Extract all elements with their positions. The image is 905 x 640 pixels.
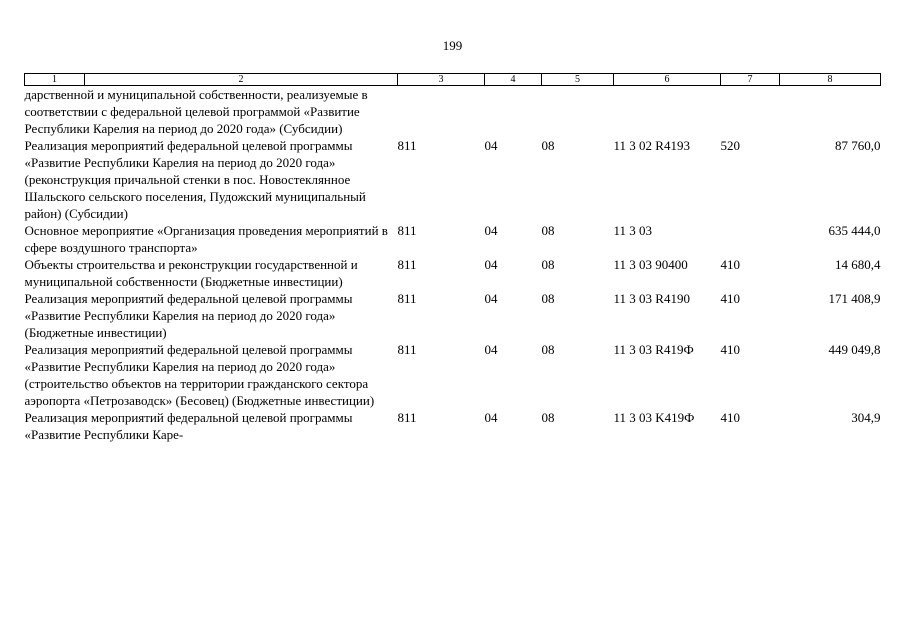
table-row (25, 222, 881, 256)
cell-target-article: 11 3 03 R4190 (613, 291, 690, 306)
cell-section: 04 (484, 342, 498, 357)
cell-expense-type: 410 (720, 342, 740, 357)
cell-ministry-code: 811 (397, 291, 417, 306)
cell-expense-type (721, 86, 780, 138)
row-description: Реализация мероприятий федеральной целевой программы «Развитие Республики Карелия на период до 2020 года» (реконструкция причальной стенки в пос. Новостеклянное Шальского сельского поселения, Пудожский муниципальный район) (Субсидии) (24, 138, 366, 221)
cell-subsection (542, 86, 614, 138)
cell-amount: 87 760,0 (835, 138, 881, 153)
row-description: Объекты строительства и реконструкции государственной и муниципальной собственности (Бюджетные инвестиции) (24, 257, 358, 289)
cell-section: 04 (484, 291, 498, 306)
cell-subsection: 08 (541, 138, 555, 153)
budget-table (24, 73, 881, 443)
cell-expense-type: 410 (720, 410, 740, 425)
cell-target-article: 11 3 03 K419Ф (613, 410, 695, 425)
cell-target-article: 11 3 03 R419Ф (613, 342, 694, 357)
cell-ministry-code: 811 (397, 410, 417, 425)
table-row (25, 290, 881, 341)
row-description: Реализация мероприятий федеральной целевой программы «Развитие Республики Карелия на период до 2020 года» (Бюджетные инвестиции) (24, 291, 353, 340)
cell-target-article: 11 3 03 (613, 223, 653, 238)
table-row (25, 409, 881, 443)
cell-subsection: 08 (541, 342, 555, 357)
row-description: Реализация мероприятий федеральной целевой программы «Развитие Республики Каре- (24, 410, 353, 442)
cell-amount (780, 86, 881, 138)
column-header-1: 1 (25, 74, 85, 86)
cell-amount: 449 049,8 (828, 342, 881, 357)
cell-ministry-code (398, 86, 485, 138)
table-row (25, 256, 881, 290)
cell-section: 04 (484, 223, 498, 238)
table-row (25, 86, 881, 138)
table-row (25, 137, 881, 222)
cell-expense-type (721, 222, 780, 256)
column-header-3: 3 (398, 74, 485, 86)
cell-expense-type: 520 (720, 138, 740, 153)
cell-expense-type: 410 (720, 257, 740, 272)
row-description: дарственной и муниципальной собственности, реализуемые в соответствии с федеральной целевой программой «Развитие Республики Карелия на период до 2020 года» (Субсидии) (24, 87, 368, 136)
cell-expense-type: 410 (720, 291, 740, 306)
cell-ministry-code: 811 (397, 257, 417, 272)
cell-section (485, 86, 542, 138)
column-header-8: 8 (780, 74, 881, 86)
cell-target-article (614, 86, 721, 138)
table-header-row (25, 74, 881, 86)
cell-section: 04 (484, 257, 498, 272)
cell-target-article: 11 3 02 R4193 (613, 138, 690, 153)
column-header-6: 6 (614, 74, 721, 86)
row-description: Реализация мероприятий федеральной целевой программы «Развитие Республики Карелия на период до 2020 года» (строительство объектов на территории гражданского сектора аэропорта «Петрозаводск» (Бесовец) (Бюджетные инвестиции) (24, 342, 375, 408)
cell-subsection: 08 (541, 410, 555, 425)
cell-amount: 171 408,9 (828, 291, 881, 306)
column-header-4: 4 (485, 74, 542, 86)
cell-ministry-code: 811 (397, 223, 417, 238)
cell-amount: 635 444,0 (828, 223, 881, 238)
column-header-7: 7 (721, 74, 780, 86)
page-number: 199 (442, 38, 463, 53)
cell-subsection: 08 (541, 257, 555, 272)
cell-section: 04 (484, 410, 498, 425)
table-row (25, 341, 881, 409)
cell-ministry-code: 811 (397, 138, 417, 153)
column-header-5: 5 (542, 74, 614, 86)
row-description: Основное мероприятие «Организация проведения мероприятий в сфере воздушного транспорта» (24, 223, 388, 255)
cell-amount: 14 680,4 (835, 257, 881, 272)
cell-section: 04 (484, 138, 498, 153)
cell-subsection: 08 (541, 223, 555, 238)
cell-subsection: 08 (541, 291, 555, 306)
column-header-2: 2 (85, 74, 398, 86)
cell-amount: 304,9 (851, 410, 881, 425)
cell-target-article: 11 3 03 90400 (613, 257, 688, 272)
cell-ministry-code: 811 (397, 342, 417, 357)
